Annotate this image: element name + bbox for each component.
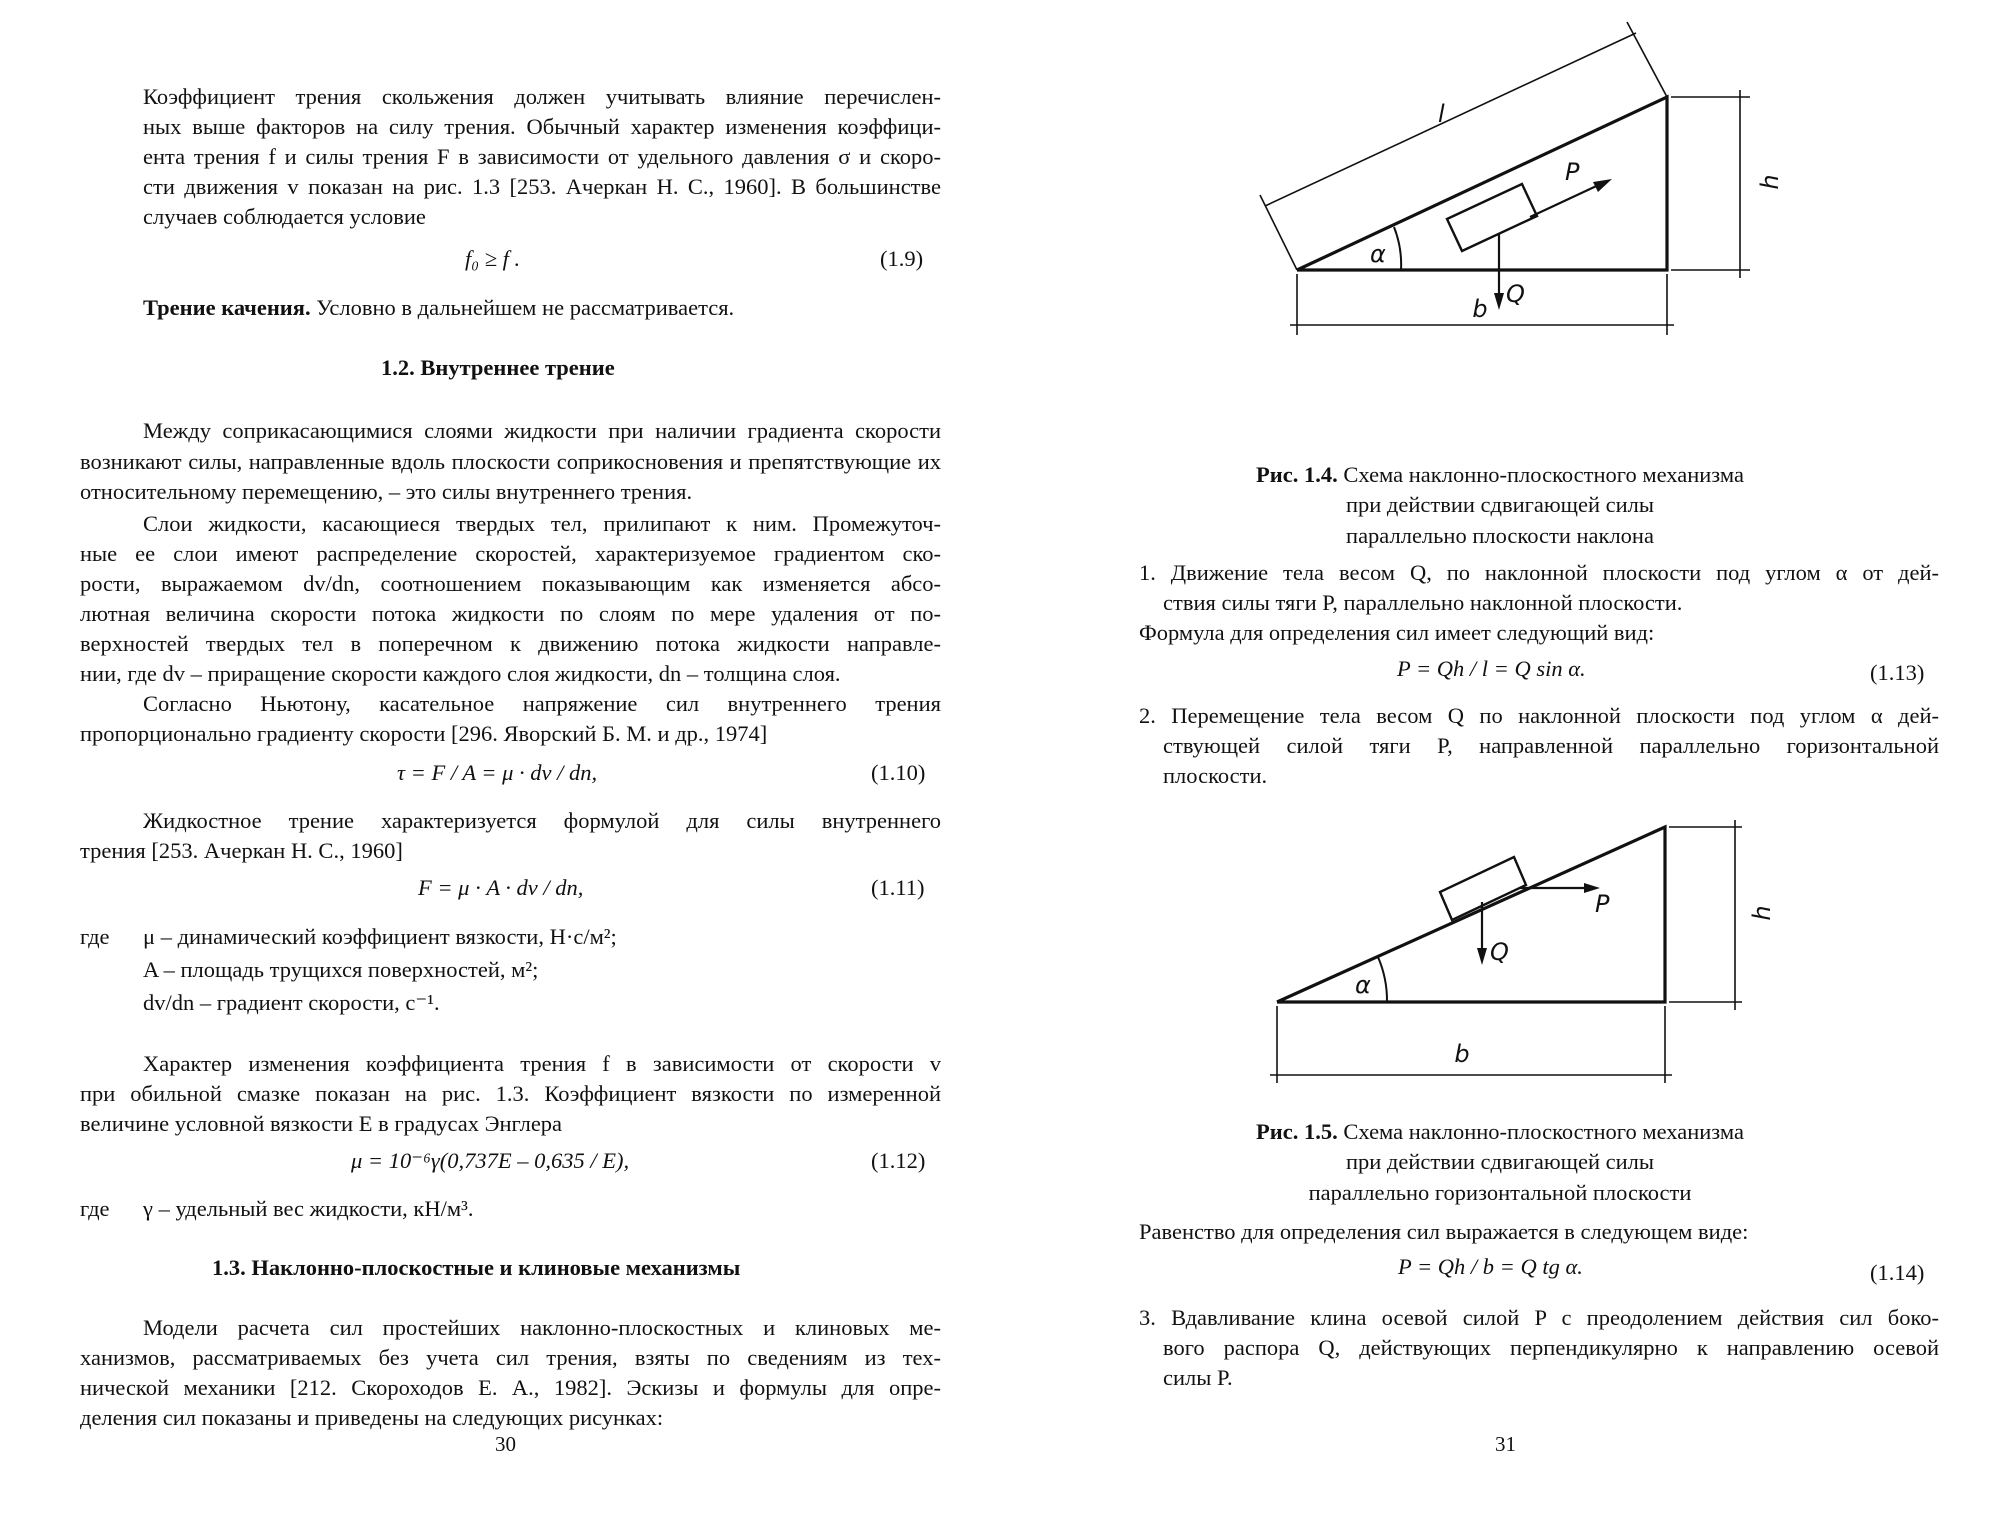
caption-1-5-line2: при действии сдвигающей силы	[1345, 1149, 1655, 1174]
item3-line3: силы P.	[1163, 1365, 1233, 1390]
label-q-2: Q	[1490, 938, 1509, 966]
para5-line1: Жидкостное трение характеризуется формулой для силы внутреннего	[143, 808, 941, 833]
item3-line2: вого распора Q, действующих перпендикулярно к направлению осевой	[1163, 1335, 1939, 1360]
item1-line1: 1. Движение тела весом Q, по наклонной плоскости под углом α от дей-	[1139, 560, 1939, 585]
caption-1-5-label: Рис. 1.5.	[1256, 1118, 1338, 1144]
para2: Между соприкасающимися слоями жидкости при наличии градиента скорости возникают силы, направленные вдоль плоскости соприкосновения и препятствующие их относительному перемещению, – это силы внутреннего трения.	[80, 418, 941, 504]
section-1-3-heading: 1.3. Наклонно-плоскостные и клиновые механизмы	[212, 1255, 741, 1280]
para3-line3: рости, выражаемом dv/dn, соотношением показывающим как изменяется абсо-	[80, 571, 941, 596]
para3-line5: верхностей твердых тел в поперечном к движению потока жидкости направле-	[80, 631, 941, 656]
dim-l-line	[1265, 33, 1636, 206]
para4-line2: пропорционально градиенту скорости [296. Яворский Б. М. и др., 1974]	[80, 721, 768, 746]
equation-1-14: P = Qh / b = Q tg α.	[1398, 1254, 1583, 1279]
para1-line1: Коэффициент трения скольжения должен учитывать влияние перечислен-	[143, 84, 941, 109]
force-q-arrowhead-2	[1477, 948, 1487, 965]
incline-triangle	[1297, 97, 1667, 270]
label-l: l	[1438, 100, 1445, 128]
equation-1-11: F = μ · A · dv / dn,	[418, 875, 584, 900]
right-page	[1000, 0, 2000, 1532]
definition-area: A – площадь трущихся поверхностей, м²;	[143, 957, 539, 982]
equation-1-9-number: (1.9)	[880, 246, 924, 271]
para5-line2: трения [253. Ачеркан Н. С., 1960]	[80, 838, 403, 863]
caption-1-4-line2: при действии сдвигающей силы	[1345, 492, 1655, 517]
item3-line1: 3. Вдавливание клина осевой силой P с преодолением действия сил боко-	[1139, 1305, 1939, 1330]
equation-1-10-number: (1.10)	[871, 760, 926, 785]
figure-1-5	[1240, 825, 1776, 1105]
equation-1-10: τ = F / A = μ · dv / dn,	[397, 760, 598, 785]
angle-alpha-arc-2	[1378, 957, 1387, 1002]
caption-1-5-line1: Схема наклонно-плоскостного механизма	[1337, 1118, 1744, 1144]
section-1-2-heading: 1.2. Внутреннее трение	[381, 355, 615, 380]
angle-alpha-arc	[1394, 227, 1401, 270]
para3-line4: лютная величина скорости потока жидкости по слоям по мере удаления от по-	[80, 601, 941, 626]
para1-line4: сти движения v показан на рис. 1.3 [253. Ачеркан Н. С., 1960]. В большинстве	[143, 174, 941, 199]
label-alpha-2: α	[1355, 971, 1371, 999]
para7-line1: Модели расчета сил простейших наклонно-плоскостных и клиновых ме-	[143, 1315, 941, 1340]
caption-1-4-label: Рис. 1.4.	[1256, 461, 1338, 487]
equation-1-13: P = Qh / l = Q sin α.	[1397, 656, 1586, 681]
equation-1-11-number: (1.11)	[871, 875, 925, 900]
label-p: P	[1565, 158, 1580, 186]
para1-line5: случаев соблюдается условие	[143, 204, 426, 229]
label-h: h	[1756, 174, 1784, 190]
page-number-right: 31	[1495, 1432, 1516, 1456]
para7-line3: нической механики [212. Скороходов Е. А., 1982]. Эскизы и формулы для опре-	[80, 1375, 941, 1400]
force-q-arrowhead	[1494, 293, 1504, 310]
para4-line1: Согласно Ньютону, касательное напряжение сил внутреннего трения	[143, 691, 941, 716]
para6-line2: при обильной смазке показан на рис. 1.3. Коэффициент вязкости по измеренной	[80, 1081, 941, 1106]
label-h-2: h	[1748, 905, 1776, 921]
label-alpha: α	[1370, 240, 1386, 268]
para7-line4: деления сил показаны и приведены на следующих рисунках:	[80, 1405, 664, 1430]
para6-line1: Характер изменения коэффициента трения f в зависимости от скорости v	[143, 1051, 941, 1076]
equation-1-14-number: (1.14)	[1870, 1260, 1925, 1285]
caption-1-4-line3: параллельно плоскости наклона	[1346, 522, 1654, 548]
rolling-friction-text: Условно в дальнейшем не рассматривается.	[310, 295, 735, 320]
equation-1-12: μ = 10⁻⁶γ(0,737E – 0,635 / E),	[351, 1148, 630, 1173]
label-b: b	[1472, 295, 1488, 323]
para1-line3: ента трения f и силы трения F в зависимости от удельного давления σ и скоро-	[143, 144, 941, 169]
page-number-left: 30	[495, 1432, 516, 1456]
caption-1-5	[1200, 1117, 1800, 1209]
item2-line1: 2. Перемещение тела весом Q по наклонной плоскости под углом α дей-	[1139, 703, 1939, 728]
label-b-2: b	[1454, 1040, 1470, 1068]
para3-line6: нии, где dv – приращение скорости каждого слоя жидкости, dn – толщина слоя.	[80, 661, 841, 686]
item2-line2: ствующей силой тяги P, направленной параллельно горизонтальной	[1163, 733, 1939, 758]
force-p-arrow	[1530, 182, 1605, 217]
label-q: Q	[1506, 280, 1525, 308]
item2-line3: плоскости.	[1163, 763, 1268, 788]
rolling-friction-title: Трение качения.	[143, 295, 311, 320]
para1-line2: ных выше факторов на силу трения. Обычный характер изменения коэффици-	[143, 114, 941, 139]
para3-line2: ные ее слои имеют распределение скоростей, характеризуемое градиентом ско-	[80, 541, 941, 566]
caption-1-4-line1: Схема наклонно-плоскостного механизма	[1337, 461, 1744, 487]
formula-intro: Формула для определения сил имеет следующий вид:	[1139, 620, 1655, 645]
equation-1-12-number: (1.12)	[871, 1148, 926, 1173]
item1-line2: ствия силы тяги P, параллельно наклонной плоскости.	[1163, 590, 1683, 615]
force-p-arrowhead	[1593, 179, 1612, 192]
para6-line3: величине условной вязкости E в градусах Энглера	[80, 1111, 563, 1136]
para3-line1: Слои жидкости, касающиеся твердых тел, прилипают к ним. Промежуточ-	[143, 511, 941, 536]
dim-l-ext-right	[1627, 22, 1667, 97]
definition-gamma: γ – удельный вес жидкости, кН/м³.	[143, 1196, 474, 1221]
equation-1-9: f₀ ≥ f .	[465, 246, 521, 271]
where-label-2: где	[80, 1196, 110, 1221]
label-p-2: P	[1595, 890, 1610, 918]
where-label-1: где	[80, 924, 110, 949]
equation-1-13-number: (1.13)	[1870, 660, 1925, 685]
definition-gradient: dv/dn – градиент скорости, с⁻¹.	[143, 990, 440, 1015]
rolling-friction-paragraph	[143, 295, 734, 321]
caption-1-4	[1200, 460, 1800, 552]
caption-1-5-line3: параллельно горизонтальной плоскости	[1308, 1179, 1692, 1205]
equality-intro: Равенство для определения сил выражается в следующем виде:	[1139, 1219, 1749, 1244]
figure-1-4	[1250, 75, 1784, 435]
definition-mu: μ – динамический коэффициент вязкости, Н·с/м²;	[143, 924, 617, 949]
para7-line2: ханизмов, рассматриваемых без учета сил трения, взяты по сведениям из тех-	[80, 1345, 941, 1370]
